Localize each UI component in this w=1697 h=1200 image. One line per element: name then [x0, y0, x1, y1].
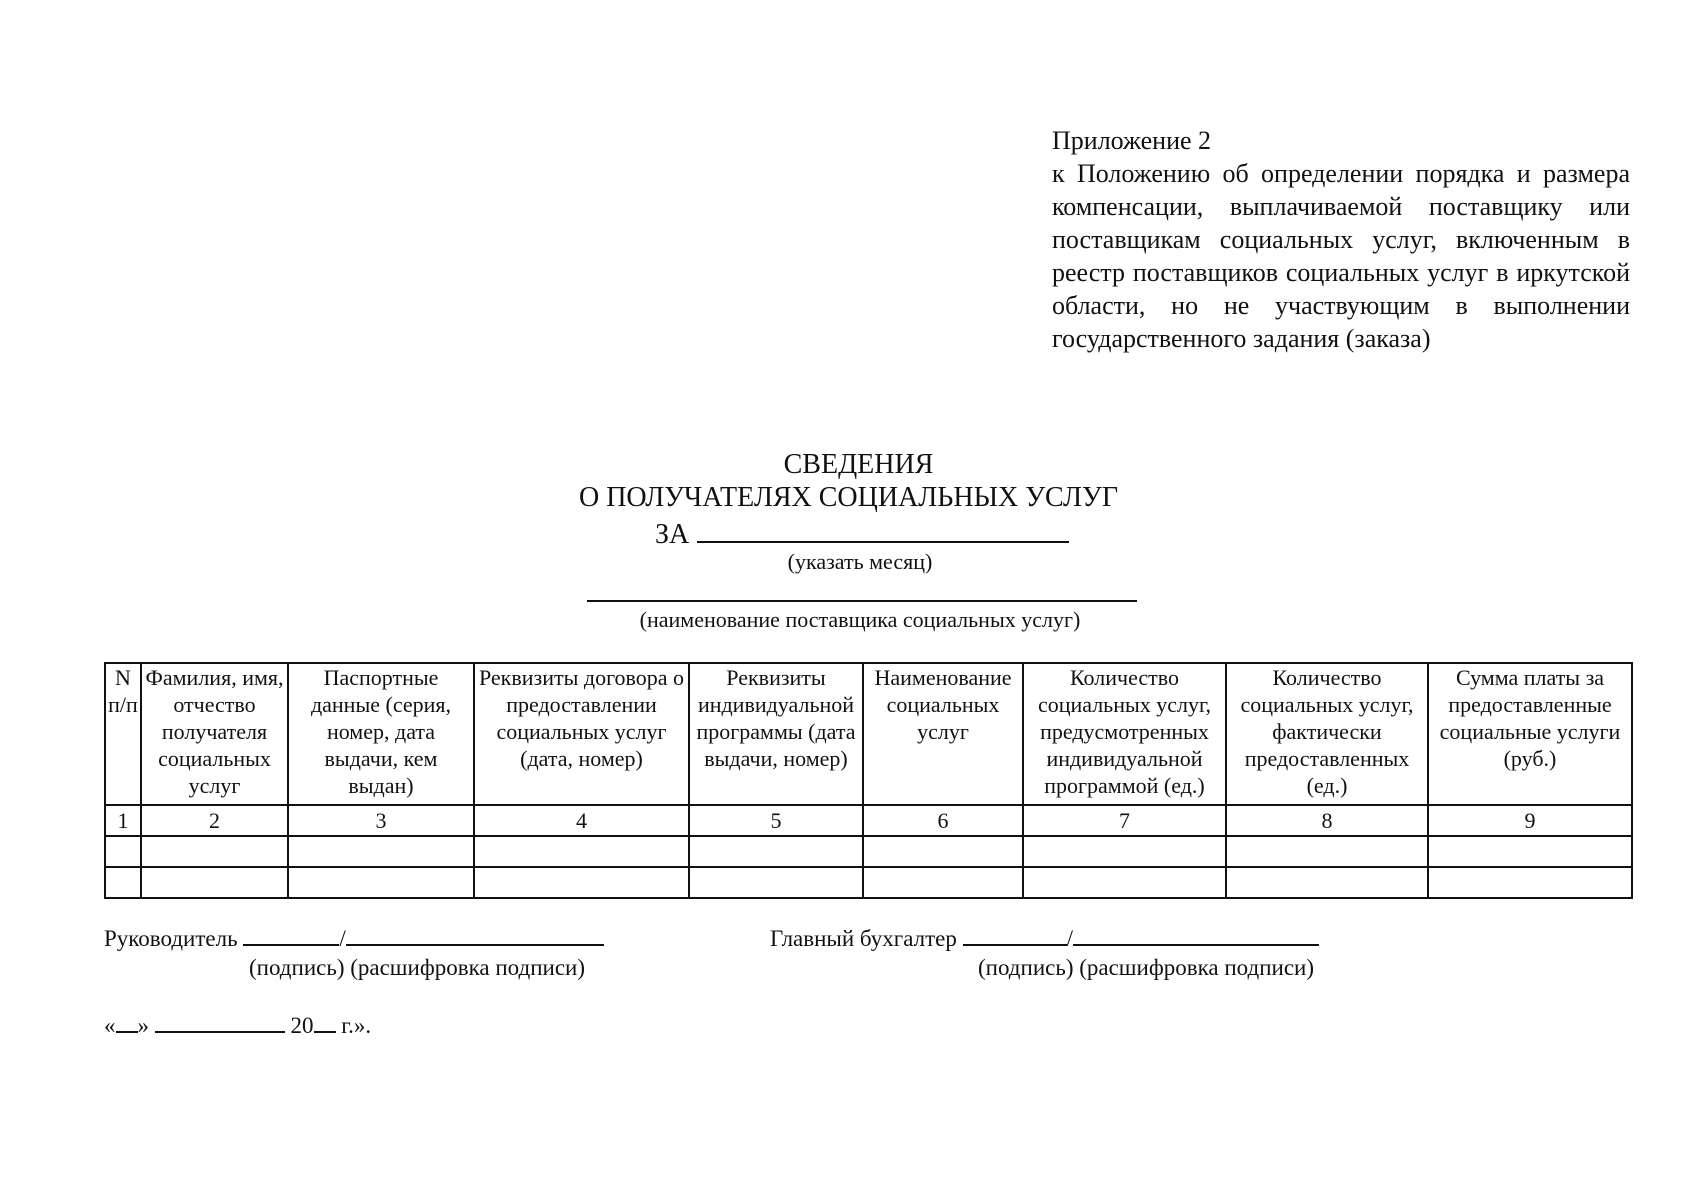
- head-signature-field[interactable]: [243, 924, 339, 946]
- table-cell[interactable]: [141, 836, 288, 867]
- table-cell[interactable]: [863, 867, 1023, 898]
- column-number: 2: [141, 805, 288, 836]
- table-header-row: [105, 663, 1632, 805]
- head-label: Руководитель: [104, 926, 238, 951]
- table-cell[interactable]: [288, 867, 474, 898]
- table-cell[interactable]: [1226, 836, 1428, 867]
- table-cell[interactable]: [689, 836, 863, 867]
- period-prefix: ЗА: [655, 519, 690, 550]
- form-title: СВЕДЕНИЯ: [783, 449, 934, 480]
- table-cell[interactable]: [105, 867, 141, 898]
- supplier-blank-field[interactable]: [587, 600, 1137, 602]
- form-heading: [0, 448, 1697, 514]
- accountant-signature-hint: (подпись) (расшифровка подписи): [978, 955, 1315, 980]
- form-subtitle: О ПОЛУЧАТЕЛЯХ СОЦИАЛЬНЫХ УСЛУГ: [578, 482, 1119, 513]
- column-number: 1: [105, 805, 141, 836]
- header-cell: Количество социальных услуг, фактически предоставленных (ед.): [1226, 663, 1428, 805]
- table-cell[interactable]: [689, 867, 863, 898]
- table-row: [105, 867, 1632, 898]
- date-close-quote: »: [137, 1013, 149, 1038]
- signature-separator: /: [1066, 926, 1073, 951]
- column-number: 7: [1023, 805, 1226, 836]
- month-field[interactable]: [155, 1011, 285, 1033]
- recipients-table: [104, 662, 1633, 899]
- head-signature-line: [104, 924, 604, 954]
- header-cell: N п/п: [105, 663, 141, 805]
- table-cell[interactable]: [1428, 867, 1632, 898]
- appendix-title: Приложение 2: [1052, 126, 1212, 155]
- header-cell: Количество социальных услуг, предусмотренных индивидуальной программой (ед.): [1023, 663, 1226, 805]
- day-field[interactable]: [116, 1011, 138, 1033]
- column-number: 4: [474, 805, 689, 836]
- signature-separator: /: [339, 926, 346, 951]
- accountant-signature-line: [770, 924, 1319, 954]
- column-number: 6: [863, 805, 1023, 836]
- head-name-field[interactable]: [346, 924, 604, 946]
- appendix-text: к Положению об определении порядка и размера компенсации, выплачиваемой поставщику или поставщикам социальных услуг, включенным в реестр поставщиков социальных услуг в иркутской области, но не участвующим в выполнении государственного задания (заказа): [1052, 159, 1630, 353]
- accountant-label: Главный бухгалтер: [770, 926, 957, 951]
- year-prefix: 20: [290, 1013, 314, 1038]
- header-cell: Сумма платы за предоставленные социальные услуги (руб.): [1428, 663, 1632, 805]
- header-cell: Фамилия, имя, отчество получателя социальных услуг: [141, 663, 288, 805]
- date-suffix: г.».: [341, 1013, 372, 1038]
- head-signature-hint: (подпись) (расшифровка подписи): [249, 955, 586, 980]
- period-hint: (указать месяц): [787, 549, 933, 574]
- table-cell[interactable]: [863, 836, 1023, 867]
- date-line: [104, 1011, 371, 1041]
- table-cell[interactable]: [1023, 836, 1226, 867]
- table-cell[interactable]: [1428, 836, 1632, 867]
- header-cell: Паспортные данные (серия, номер, дата выдачи, кем выдан): [288, 663, 474, 805]
- header-cell: Реквизиты договора о предоставлении социальных услуг (дата, номер): [474, 663, 689, 805]
- period-line: [655, 517, 1069, 551]
- table-cell[interactable]: [141, 867, 288, 898]
- column-number: 3: [288, 805, 474, 836]
- table-cell[interactable]: [288, 836, 474, 867]
- period-blank-field[interactable]: [697, 517, 1069, 543]
- supplier-hint: (наименование поставщика социальных услуг): [639, 607, 1081, 632]
- column-number-row: [105, 805, 1632, 836]
- table-cell[interactable]: [1226, 867, 1428, 898]
- header-cell: Наименование социальных услуг: [863, 663, 1023, 805]
- column-number: 5: [689, 805, 863, 836]
- date-open-quote: «: [104, 1013, 116, 1038]
- table-cell[interactable]: [1023, 867, 1226, 898]
- column-number: 8: [1226, 805, 1428, 836]
- table-cell[interactable]: [105, 836, 141, 867]
- year-field[interactable]: [314, 1011, 336, 1033]
- accountant-name-field[interactable]: [1073, 924, 1319, 946]
- header-cell: Реквизиты индивидуальной программы (дата выдачи, номер): [689, 663, 863, 805]
- accountant-signature-field[interactable]: [963, 924, 1067, 946]
- table-cell[interactable]: [474, 836, 689, 867]
- column-number: 9: [1428, 805, 1632, 836]
- table-cell[interactable]: [474, 867, 689, 898]
- appendix-block: [1052, 124, 1630, 355]
- table-row: [105, 836, 1632, 867]
